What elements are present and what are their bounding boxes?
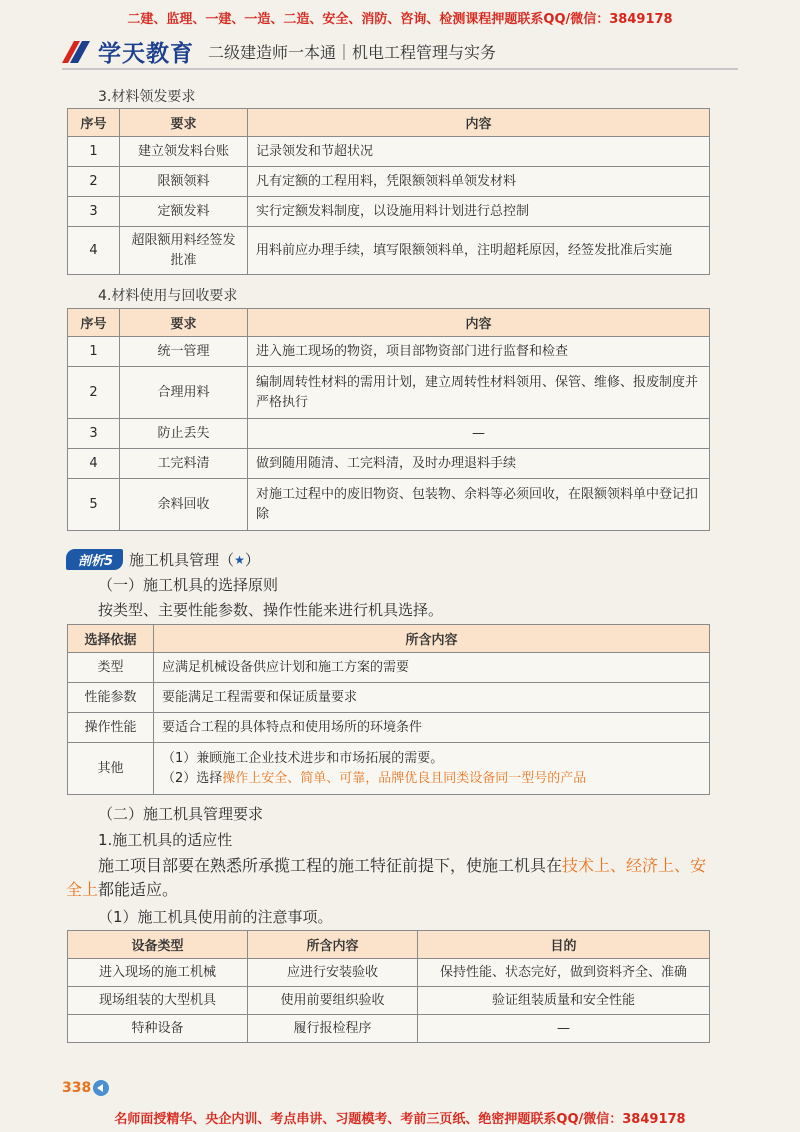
table-row bbox=[68, 479, 710, 531]
separator: 、 bbox=[610, 856, 627, 875]
col-header: 内容 bbox=[248, 109, 710, 137]
table-row bbox=[68, 743, 710, 795]
highlight-econ: 经济上 bbox=[626, 856, 675, 875]
other-line-2-prefix: （2）选择 bbox=[162, 770, 223, 786]
precautions-title: （1）施工机具使用前的注意事项。 bbox=[98, 908, 333, 926]
cell-content: 做到随用随清、工完料清，及时办理退料手续 bbox=[248, 449, 710, 479]
cell-no: 5 bbox=[68, 479, 120, 531]
col-header: 内容 bbox=[248, 309, 710, 337]
cell-no: 1 bbox=[68, 137, 120, 167]
highlight-tech: 技术上 bbox=[562, 856, 611, 875]
cell-basis: 其他 bbox=[68, 743, 154, 795]
cell-type: 特种设备 bbox=[68, 1015, 248, 1043]
table-row bbox=[68, 137, 710, 167]
cell-no: 2 bbox=[68, 367, 120, 419]
cell-no: 4 bbox=[68, 227, 120, 275]
analysis-title-end: ） bbox=[244, 551, 260, 569]
cell-purpose: — bbox=[418, 1015, 710, 1043]
cell-no: 3 bbox=[68, 419, 120, 449]
col-header: 要求 bbox=[120, 109, 248, 137]
adaptability-para-line-1 bbox=[98, 852, 706, 880]
cell-type: 进入现场的施工机械 bbox=[68, 959, 248, 987]
book-title: 二级建造师一本通｜机电工程管理与实务 bbox=[208, 42, 497, 62]
col-header: 目的 bbox=[418, 931, 710, 959]
table-row bbox=[68, 653, 710, 683]
cell-content: 编制周转性材料的需用计划，建立周转性材料领用、保管、维修、报废制度并严格执行 bbox=[248, 367, 710, 419]
table-row bbox=[68, 987, 710, 1015]
other-line-2-highlight: 操作上安全、简单、可靠，品牌优良且同类设备同一型号的产品 bbox=[222, 770, 587, 786]
cell-req: 工完料清 bbox=[120, 449, 248, 479]
cell-type: 现场组装的大型机具 bbox=[68, 987, 248, 1015]
top-banner: 二建、监理、一建、一造、二造、安全、消防、咨询、检测课程押题联系QQ/微信：3849178 bbox=[127, 12, 673, 27]
cell-purpose: 验证组装质量和安全性能 bbox=[418, 987, 710, 1015]
table-row bbox=[68, 959, 710, 987]
cell-content bbox=[154, 743, 710, 795]
page-number-text: 338 bbox=[62, 1080, 92, 1096]
cell-content: 应进行安装验收 bbox=[248, 959, 418, 987]
cell-content: 使用前要组织验收 bbox=[248, 987, 418, 1015]
table-row bbox=[68, 683, 710, 713]
cell-no: 2 bbox=[68, 167, 120, 197]
adaptability-end: 都能适应。 bbox=[98, 880, 179, 899]
highlight-safety-a: 安 bbox=[690, 856, 707, 875]
item-1-title: 1.施工机具的适应性 bbox=[98, 831, 233, 849]
material-issue-table bbox=[67, 108, 710, 275]
cell-content: 要适合工程的具体特点和使用场所的环境条件 bbox=[154, 713, 710, 743]
tool-selection-table bbox=[67, 624, 710, 795]
cell-req: 合理用料 bbox=[120, 367, 248, 419]
col-header: 设备类型 bbox=[68, 931, 248, 959]
cell-req: 余料回收 bbox=[120, 479, 248, 531]
other-line-2 bbox=[162, 769, 701, 789]
col-header: 序号 bbox=[68, 109, 120, 137]
header-divider bbox=[62, 68, 738, 70]
bottom-banner: 名师面授精华、央企内训、考点串讲、习题模考、考前三页纸、绝密押题联系QQ/微信：3849178 bbox=[114, 1112, 686, 1127]
col-header: 序号 bbox=[68, 309, 120, 337]
cell-content: 实行定额发料制度，以设施用料计划进行总控制 bbox=[248, 197, 710, 227]
material-usage-table bbox=[67, 308, 710, 531]
table-header-row bbox=[68, 109, 710, 137]
table-row bbox=[68, 337, 710, 367]
cell-content: 应满足机械设备供应计划和施工方案的需要 bbox=[154, 653, 710, 683]
table-row bbox=[68, 227, 710, 275]
table-row bbox=[68, 167, 710, 197]
cell-purpose: 保持性能、状态完好，做到资料齐全、准确 bbox=[418, 959, 710, 987]
other-line-1: （1）兼顾施工企业技术进步和市场拓展的需要。 bbox=[162, 750, 444, 766]
table-header-row bbox=[68, 931, 710, 959]
table-row bbox=[68, 367, 710, 419]
analysis-title: 施工机具管理（ bbox=[129, 551, 235, 569]
cell-req: 定额发料 bbox=[120, 197, 248, 227]
subsection-1-title: （一）施工机具的选择原则 bbox=[98, 576, 279, 594]
cell-basis: 操作性能 bbox=[68, 713, 154, 743]
cell-no: 1 bbox=[68, 337, 120, 367]
cell-basis: 性能参数 bbox=[68, 683, 154, 713]
table-row bbox=[68, 449, 710, 479]
analysis-tag: 剖析5 bbox=[66, 549, 123, 570]
col-header: 所含内容 bbox=[154, 625, 710, 653]
cell-content: 凡有定额的工程用料，凭限额领料单领发材料 bbox=[248, 167, 710, 197]
analysis-heading bbox=[66, 549, 260, 570]
table-row bbox=[68, 713, 710, 743]
cell-no: 3 bbox=[68, 197, 120, 227]
precautions-table bbox=[67, 930, 710, 1043]
cell-no: 4 bbox=[68, 449, 120, 479]
logo-text: 学天教育 bbox=[98, 40, 194, 67]
table-header-row bbox=[68, 625, 710, 653]
cell-req: 限额领料 bbox=[120, 167, 248, 197]
cell-content: 记录领发和节超状况 bbox=[248, 137, 710, 167]
section-3-title: 3.材料领发要求 bbox=[98, 89, 196, 105]
subsection-2-title: （二）施工机具管理要求 bbox=[98, 805, 264, 823]
col-header: 选择依据 bbox=[68, 625, 154, 653]
section-4-title: 4.材料使用与回收要求 bbox=[98, 288, 238, 304]
cell-req: 防止丢失 bbox=[120, 419, 248, 449]
cell-content: 对施工过程中的废旧物资、包装物、余料等必须回收，在限额领料单中登记扣除 bbox=[248, 479, 710, 531]
cell-content: — bbox=[248, 419, 710, 449]
logo-icon bbox=[60, 37, 92, 65]
adaptability-para-line-2 bbox=[66, 876, 178, 904]
page-header bbox=[60, 34, 740, 68]
col-header: 所含内容 bbox=[248, 931, 418, 959]
cell-content: 要能满足工程需要和保证质量要求 bbox=[154, 683, 710, 713]
cell-req: 超限额用料经签发批准 bbox=[120, 227, 248, 275]
table-header-row bbox=[68, 309, 710, 337]
highlight-safety-b: 全上 bbox=[66, 880, 99, 899]
cell-content: 履行报检程序 bbox=[248, 1015, 418, 1043]
subsection-1-intro: 按类型、主要性能参数、操作性能来进行机具选择。 bbox=[98, 601, 444, 619]
table-row bbox=[68, 419, 710, 449]
cell-basis: 类型 bbox=[68, 653, 154, 683]
separator: 、 bbox=[674, 856, 691, 875]
table-row bbox=[68, 197, 710, 227]
cell-content: 用料前应办理手续，填写限额领料单，注明超耗原因，经签发批准后实施 bbox=[248, 227, 710, 275]
table-row bbox=[68, 1015, 710, 1043]
page-arrow-icon bbox=[93, 1080, 109, 1096]
cell-req: 建立领发料台账 bbox=[120, 137, 248, 167]
cell-req: 统一管理 bbox=[120, 337, 248, 367]
page-number bbox=[62, 1080, 109, 1096]
cell-content: 进入施工现场的物资，项目部物资部门进行监督和检查 bbox=[248, 337, 710, 367]
col-header: 要求 bbox=[120, 309, 248, 337]
star-icon: ★ bbox=[234, 552, 245, 567]
adaptability-text: 施工项目部要在熟悉所承揽工程的施工特征前提下，使施工机具在 bbox=[98, 856, 563, 875]
